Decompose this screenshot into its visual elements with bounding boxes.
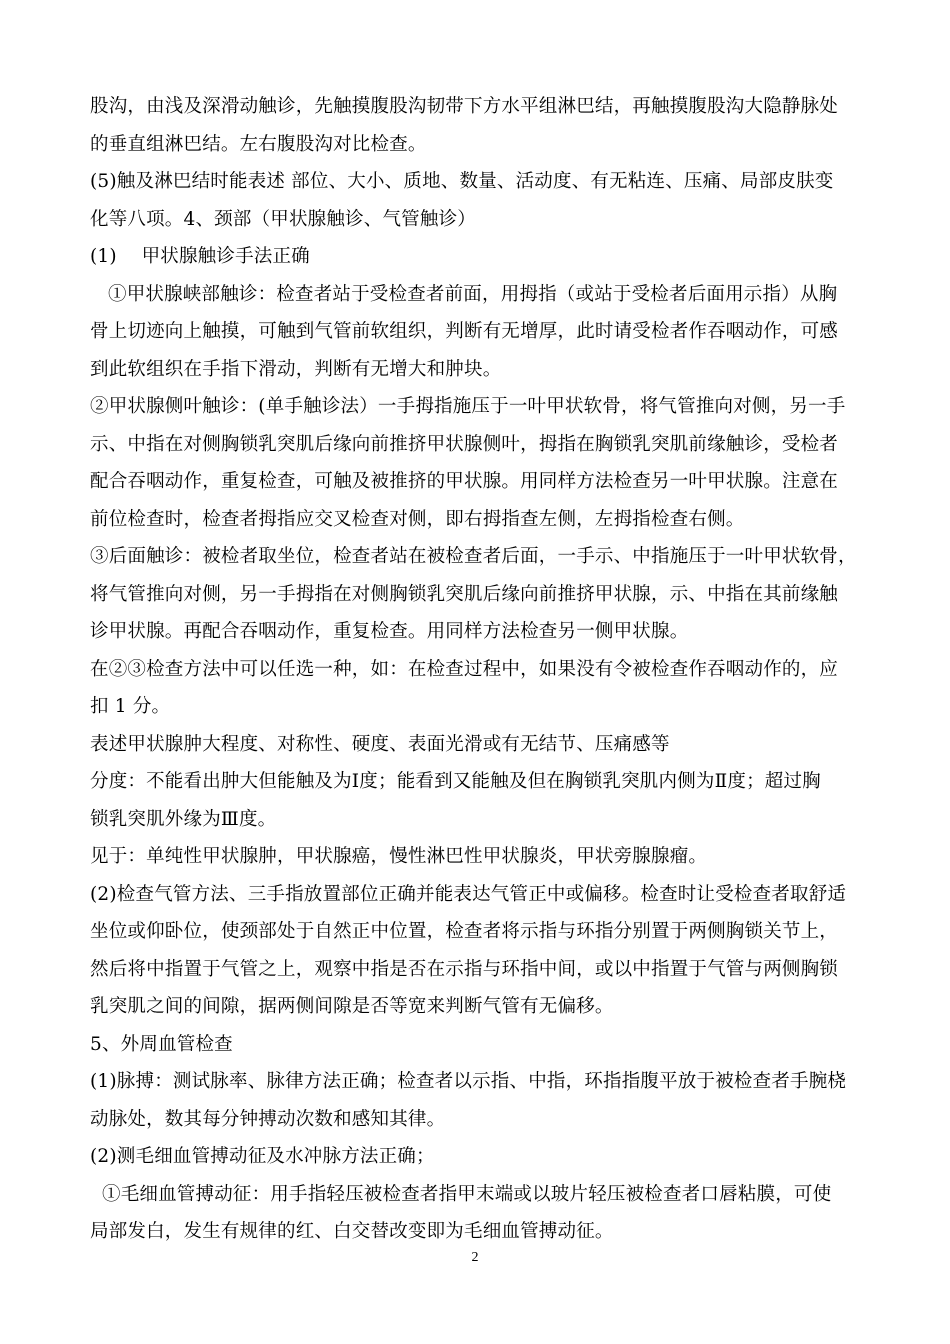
text-line: (5)触及淋巴结时能表述 部位、大小、质地、数量、活动度、有无粘连、压痛、局部皮肤变 — [90, 171, 834, 192]
page-number: 2 — [471, 1250, 479, 1265]
text-line: ①甲状腺峡部触诊：检查者站于受检查者前面，用拇指（或站于受检者后面用示指）从胸 — [108, 283, 838, 305]
text-line: 锁乳突肌外缘为Ⅲ度。 — [90, 808, 277, 830]
text-line: 动脉处，数其每分钟搏动次数和感知其律。 — [90, 1108, 446, 1130]
text-line: ①毛细血管搏动征：用手指轻压被检查者指甲末端或以玻片轻压被检查者口唇粘膜，可使 — [102, 1183, 832, 1205]
text-line: 示、中指在对侧胸锁乳突肌后缘向前推挤甲状腺侧叶，拇指在胸锁乳突肌前缘触诊，受检者 — [90, 433, 839, 455]
text-line: 分度：不能看出肿大但能触及为Ⅰ度；能看到又能触及但在胸锁乳突肌内侧为Ⅱ度；超过胸 — [90, 771, 821, 792]
text-line: 表述甲状腺肿大程度、对称性、硬度、表面光滑或有无结节、压痛感等 — [90, 733, 670, 755]
text-line: 化等八项。4、颈部（甲状腺触诊、气管触诊） — [90, 208, 476, 230]
text-line: 乳突肌之间的间隙，据两侧间隙是否等宽来判断气管有无偏移。 — [90, 996, 614, 1017]
text-line: 将气管推向对侧，另一手拇指在对侧胸锁乳突肌后缘向前推挤甲状腺，示、中指在其前缘触 — [90, 583, 839, 605]
text-line: 局部发白，发生有规律的红、白交替改变即为毛细血管搏动征。 — [90, 1221, 614, 1242]
text-line: 诊甲状腺。再配合吞咽动作，重复检查。用同样方法检查另一侧甲状腺。 — [90, 621, 689, 642]
text-line: 然后将中指置于气管之上，观察中指是否在示指与环指中间，或以中指置于气管与两侧胸锁 — [90, 958, 839, 980]
text-line: 见于：单纯性甲状腺肿，甲状腺癌，慢性淋巴性甲状腺炎，甲状旁腺腺瘤。 — [90, 846, 708, 867]
text-line: 在②③检查方法中可以任选一种，如：在检查过程中，如果没有令被检查作吞咽动作的，应 — [90, 658, 839, 680]
subsection-heading: (1) 甲状腺触诊手法正确 — [90, 246, 310, 267]
document-body — [90, 88, 862, 1251]
text-line: 的垂直组淋巴结。左右腹股沟对比检查。 — [90, 133, 427, 155]
text-line: 到此软组织在手指下滑动，判断有无增大和肿块。 — [90, 358, 502, 380]
text-line: (1)脉搏：测试脉率、脉律方法正确；检查者以示指、中指，环指指腹平放于被检查者手腕桡 — [90, 1071, 847, 1092]
text-line: ②甲状腺侧叶触诊：(单手触诊法）一手拇指施压于一叶甲状软骨，将气管推向对侧，另一手 — [90, 396, 846, 417]
text-line: 配合吞咽动作，重复检查，可触及被推挤的甲状腺。用同样方法检查另一叶甲状腺。注意在 — [90, 471, 839, 492]
text-line: ③后面触诊：被检者取坐位，检查者站在被检查者后面，一手示、中指施压于一叶甲状软骨， — [90, 546, 857, 567]
section-heading: 5、外周血管检查 — [90, 1033, 233, 1055]
text-line: 骨上切迹向上触摸，可触到气管前软组织，判断有无增厚，此时请受检者作吞咽动作，可感 — [90, 321, 839, 342]
text-line: 扣 1 分。 — [90, 696, 171, 717]
text-line: 坐位或仰卧位，使颈部处于自然正中位置，检查者将示指与环指分别置于两侧胸锁关节上， — [90, 921, 839, 942]
text-line: 前位检查时，检查者拇指应交叉检查对侧，即右拇指查左侧，左拇指检查右侧。 — [90, 508, 745, 530]
text-line: (2)测毛细血管搏动征及水冲脉方法正确； — [90, 1146, 435, 1167]
text-line: 股沟，由浅及深滑动触诊，先触摸腹股沟韧带下方水平组淋巴结，再触摸腹股沟大隐静脉处 — [90, 96, 839, 117]
text-line: (2)检查气管方法、三手指放置部位正确并能表达气管正中或偏移。检查时让受检查者取舒适 — [90, 883, 847, 905]
